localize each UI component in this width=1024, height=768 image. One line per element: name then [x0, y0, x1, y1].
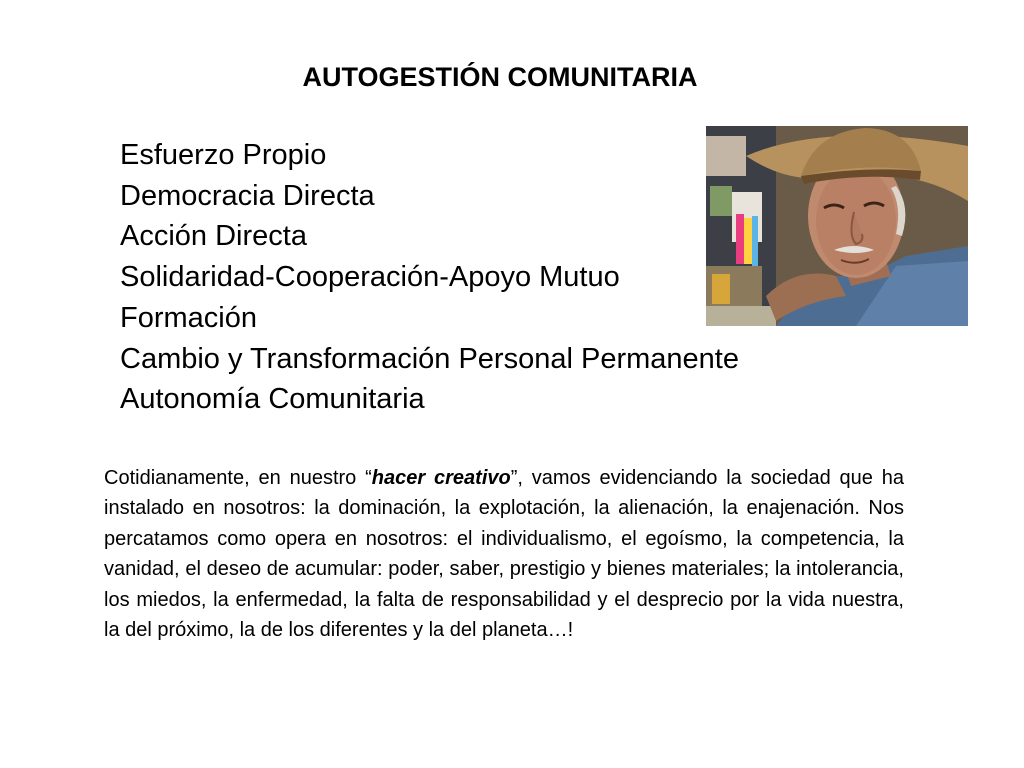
paragraph-intro: Cotidianamente, en nuestro “ [104, 467, 372, 489]
principles-list [120, 135, 739, 420]
list-item: Acción Directa [120, 220, 307, 253]
list-item: Democracia Directa [120, 179, 375, 212]
elderly-man-photo [706, 126, 968, 326]
slide-title: AUTOGESTIÓN COMUNITARIA [302, 62, 698, 92]
list-item: Esfuerzo Propio [120, 139, 327, 171]
paragraph-body: ”, vamos evidenciando la sociedad que ha instalado en nosotros: la dominación, la explotación, la alienación, la enajenación. Nos percatamos como opera en nosotros: el individualismo, el egoísmo, la competencia, la vanidad, el deseo de acumular: poder, saber, prestigio y bienes materiales; la intolerancia, los miedos, la enfermedad, la falta de responsabilidad y el desprecio por la vida nuestra, la del próximo, la de los diferentes y la del planeta…! [104, 467, 904, 642]
list-item: Solidaridad-Cooperación-Apoyo Mutuo [120, 261, 620, 294]
body-paragraph [104, 463, 904, 645]
list-item: Autonomía Comunitaria [120, 383, 425, 416]
paragraph-emphasis: hacer creativo [371, 467, 511, 489]
list-item: Formación [120, 301, 257, 334]
list-item: Cambio y Transformación Personal Permanente [120, 342, 739, 375]
